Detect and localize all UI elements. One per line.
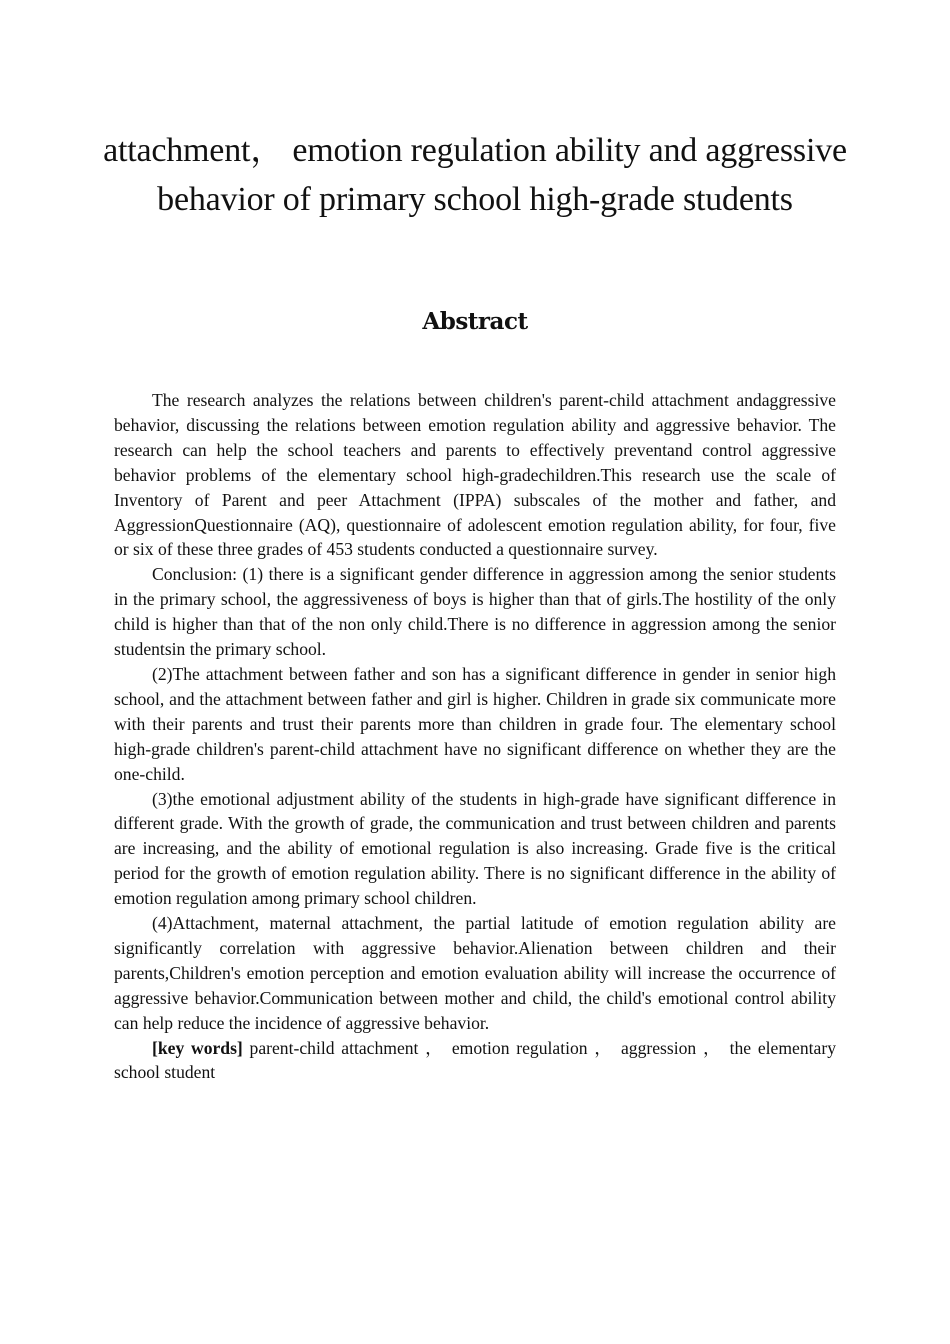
abstract-paragraph-conclusion-1: Conclusion: (1) there is a significant gender difference in aggression among the senior students in the primary school, the aggressiveness of boys is higher than that of girls.The hostility of the only child is higher than that of the non only child.There is no difference in aggression among the senior studentsin the primary school. xyxy=(114,564,836,660)
abstract-paragraph-conclusion-3: (3)the emotional adjustment ability of the students in high-grade have significant difference in different grade. With the growth of grade, the communication and trust between children and parents are increasing, and the ability of emotional regulation is also increasing. Grade five is the critical period for the growth of emotion regulation ability. There is no significant difference in the ability of emotion regulation among primary school children. xyxy=(114,788,836,909)
paper-title: attachment， emotion regulation ability and aggressive behavior of primary school high-grade students xyxy=(103,132,847,218)
keywords-label: [key words] xyxy=(152,1037,243,1058)
abstract-body xyxy=(114,388,836,1085)
keywords-line xyxy=(114,1036,836,1086)
abstract-heading: Abstract xyxy=(422,308,528,335)
abstract-paragraph-conclusion-4: (4)Attachment, maternal attachment, the partial latitude of emotion regulation ability are significantly correlation with aggressive behavior.Alienation between children and their parents,Children's emotion perception and emotion evaluation ability will increase the occurrence of aggressive behavior.Communication between mother and child, the child's emotional control ability can help reduce the incidence of aggressive behavior. xyxy=(114,913,836,1033)
abstract-paragraph-intro: The research analyzes the relations between children's parent-child attachment andaggressive behavior, discussing the relations between emotion regulation ability and aggressive behavior. The research can help the school teachers and parents to effectively preventand control aggressive behavior problems of the elementary school high-gradechildren.This research use the scale of Inventory of Parent and peer Attachment (IPPA) subscales of the mother and father, and AggressionQuestionnaire (AQ), questionnaire of adolescent emotion regulation ability, for four, five or six of these three grades of 453 students conducted a questionnaire survey. xyxy=(114,390,836,560)
keywords-text: parent-child attachment ， emotion regulation ， aggression ， the elementary school student xyxy=(114,1037,836,1083)
abstract-paragraph-conclusion-2: (2)The attachment between father and son has a significant difference in gender in senior high school, and the attachment between father and girl is higher. Children in grade six communicate more with their parents and trust their parents more than children in grade four. The elementary school high-grade children's parent-child attachment have no significant difference on whether they are the one-child. xyxy=(114,663,836,784)
